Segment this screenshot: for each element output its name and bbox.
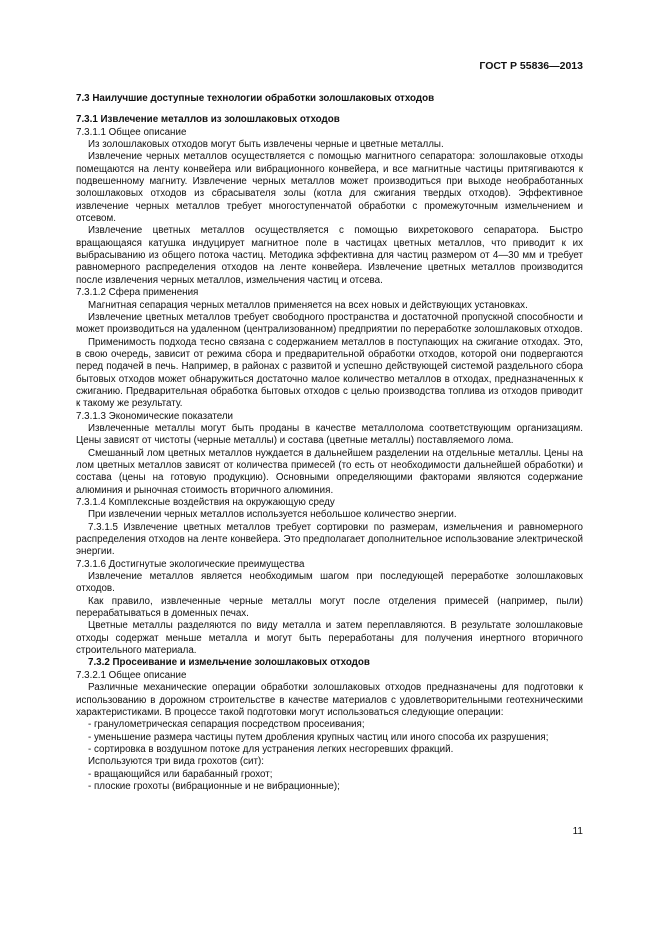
section-title: 7.3 Наилучшие доступные технологии обработки золошлаковых отходов: [76, 93, 435, 104]
paragraph: - плоские грохоты (вибрационные и не вибрационные);: [88, 780, 340, 792]
subsection-title: 7.3.1 Извлечение металлов из золошлаковых отходов: [76, 114, 340, 126]
document-header: ГОСТ Р 55836—2013: [479, 60, 583, 72]
paragraph: - сортировка в воздушном потоке для устранения легких несгоревших фракций.: [88, 743, 454, 755]
clause-heading: 7.3.1.1 Общее описание: [76, 126, 187, 138]
paragraph: 7.3.1.5 Извлечение цветных металлов требует сортировки по размерам, измельчения и равномерного распределения отходов на ленте конвейера. Это предполагает дополнительное использование электрической энергии.: [76, 521, 583, 558]
paragraph: Извлечение черных металлов осуществляется с помощью магнитного сепаратора: золошлаковые отходы помещаются на ленту конвейера или вибрационного конвейера, и все магнитные частицы притягиваются к подвешенному магниту. Извлечение черных металлов может производиться при выходе необработанных золошлаковых отходов из сбрасывателя золы (котла для сжигания твердых отходов). Эффективное извлечение черных металлов требует многоступенчатой обработки с промежуточным измельчением и отсевом.: [76, 151, 583, 225]
paragraph: Извлечение металлов является необходимым шагом при последующей переработке золошлаковых отходов.: [76, 571, 583, 595]
paragraph: Из золошлаковых отходов могут быть извлечены черные и цветные металлы.: [88, 139, 444, 151]
paragraph: - гранулометрическая сепарация посредством просеивания;: [88, 719, 365, 731]
paragraph: Извлеченные металлы могут быть проданы в качестве металлолома соответствующим организациям. Цены зависят от чистоты (черные металлы) и состава (цветные металлы) поставляемого лома.: [76, 422, 583, 447]
document-body: [76, 127, 583, 794]
paragraph: Применимость подхода тесно связана с содержанием металлов в поступающих на сжигание отходах. Это, в свою очередь, зависит от режима сбора и предварительной обработки отходов, которой они подвергаются перед подачей в печь. Например, в районах с развитой и успешно действующей системой раздельного сбора бытовых отходов может обнаружиться достаточно малое количество металлов в отходах, предназначенных к сжиганию. Предварительная обработка бытовых отходов с целью производства топлива из отходов приводит к такому же результату.: [76, 336, 583, 410]
paragraph: - вращающийся или барабанный грохот;: [88, 768, 273, 780]
paragraph: - уменьшение размера частицы путем дробления крупных частиц или иного способа их разрушения;: [88, 731, 549, 743]
paragraph: Извлечение цветных металлов требует свободного пространства и достаточной пропускной способности и может производиться на удаленном (централизованном) предприятии по переработке золошлаковых отходов.: [76, 311, 583, 336]
clause-heading: 7.3.2.1 Общее описание: [76, 669, 187, 681]
paragraph: Различные механические операции обработки золошлаковых отходов предназначены для подготовки к использованию в дорожном строительстве в качестве материалов с удовлетворительными геотехническими характеристиками. В процессе такой подготовки могут использоваться следующие операции:: [76, 682, 583, 718]
clause-heading: 7.3.1.4 Комплексные воздействия на окружающую среду: [76, 497, 335, 508]
paragraph: Цветные металлы разделяются по виду металла и затем переплавляются. В результате золошлаковые отходы содержат меньше металла и могут быть переработаны для получения инертного вторичного строительного материала.: [76, 620, 583, 657]
page-number: 11: [572, 826, 583, 837]
paragraph: При извлечении черных металлов используется небольшое количество энергии.: [88, 509, 457, 521]
paragraph: Смешанный лом цветных металлов нуждается в дальнейшем разделении на отдельные металлы. Цены на лом цветных металлов зависят от количества примесей (то есть от необходимости дальнейшей обработки) и состава (цены на готовую продукцию). Основными определяющими факторами являются содержание алюминия и рыночная стоимость вторичного алюминия.: [76, 447, 583, 496]
clause-heading: 7.3.1.2 Сфера применения: [76, 287, 199, 299]
paragraph: Как правило, извлеченные черные металлы могут после отделения примесей (например, пыли) перерабатываться в доменных печах.: [76, 595, 583, 620]
clause-heading: 7.3.1.6 Достигнутые экологические преимущества: [76, 558, 305, 570]
clause-heading: 7.3.1.3 Экономические показатели: [76, 410, 234, 422]
paragraph: Используются три вида грохотов (сит):: [88, 756, 264, 768]
paragraph: Магнитная сепарация черных металлов применяется на всех новых и действующих установках.: [88, 299, 528, 311]
subsection-title: 7.3.2 Просеивание и измельчение золошлаковых отходов: [88, 657, 370, 669]
paragraph: Извлечение цветных металлов осуществляется с помощью вихретокового сепаратора. Быстро вращающаяся катушка индуцирует магнитное поле в частицах цветных металлов, что приводит к их выбрасыванию из общего потока частиц. Методика эффективна для частиц размером от 4—30 мм и требует равномерного распределения отходов на ленте конвейера. Извлечение цветных металлов производится после извлечения черных металлов, измельчения частиц и отсева.: [76, 225, 583, 286]
